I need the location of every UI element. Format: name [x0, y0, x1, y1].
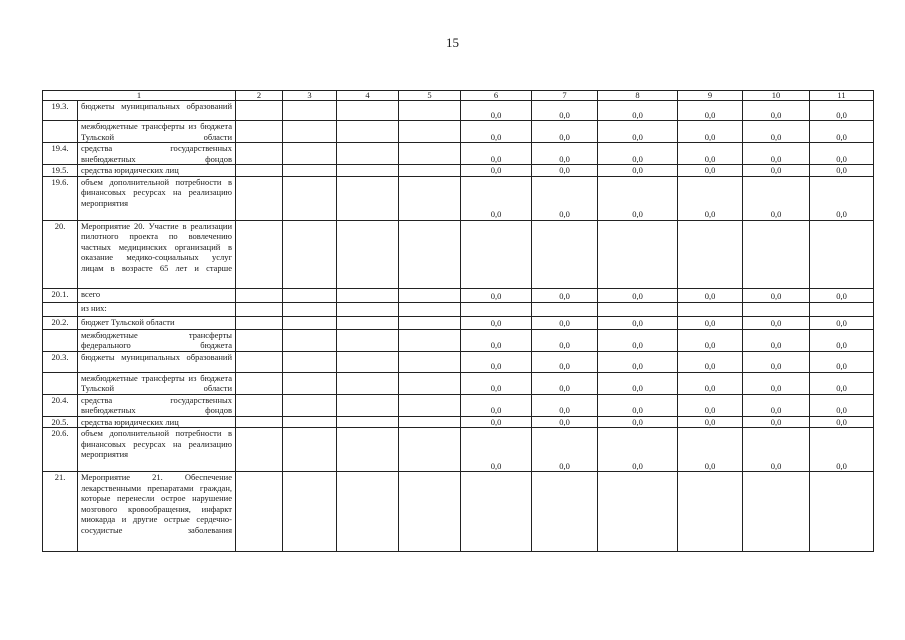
row-number: 19.6. [43, 176, 78, 220]
value-cell [743, 220, 810, 288]
value-cell: 0,0 [810, 329, 874, 351]
column-header: 6 [461, 91, 532, 101]
empty-cell [283, 101, 337, 121]
row-number [43, 302, 78, 316]
empty-cell [337, 121, 399, 143]
value-cell: 0,0 [743, 351, 810, 372]
row-number: 21. [43, 472, 78, 552]
value-cell: 0,0 [678, 165, 743, 177]
value-cell: 0,0 [532, 316, 598, 329]
row-description: межбюджетные трансферты из бюджета Тульской области [78, 372, 236, 394]
column-header: 8 [598, 91, 678, 101]
value-cell: 0,0 [810, 165, 874, 177]
empty-cell [283, 288, 337, 302]
value-cell: 0,0 [598, 329, 678, 351]
value-cell: 0,0 [461, 372, 532, 394]
value-cell: 0,0 [810, 372, 874, 394]
value-cell: 0,0 [598, 394, 678, 416]
value-cell: 0,0 [743, 165, 810, 177]
table-header-row [43, 91, 874, 101]
value-cell: 0,0 [598, 121, 678, 143]
empty-cell [399, 316, 461, 329]
table-row [43, 143, 874, 165]
row-description: из них: [78, 302, 236, 316]
value-cell: 0,0 [532, 394, 598, 416]
empty-cell [399, 329, 461, 351]
value-cell: 0,0 [743, 121, 810, 143]
value-cell: 0,0 [678, 176, 743, 220]
value-cell: 0,0 [598, 428, 678, 472]
value-cell: 0,0 [678, 428, 743, 472]
column-header: 4 [337, 91, 399, 101]
value-cell: 0,0 [532, 101, 598, 121]
row-description: средства юридических лиц [78, 165, 236, 177]
table-row [43, 165, 874, 177]
page-number: 15 [446, 35, 459, 50]
row-description: средства юридических лиц [78, 416, 236, 428]
value-cell: 0,0 [598, 165, 678, 177]
empty-cell [283, 165, 337, 177]
empty-cell [337, 220, 399, 288]
table-row [43, 220, 874, 288]
value-cell [598, 220, 678, 288]
value-cell: 0,0 [678, 394, 743, 416]
empty-cell [236, 302, 283, 316]
value-cell: 0,0 [532, 121, 598, 143]
value-cell [810, 472, 874, 552]
empty-cell [399, 288, 461, 302]
empty-cell [399, 428, 461, 472]
row-number: 20. [43, 220, 78, 288]
empty-cell [283, 472, 337, 552]
table-row [43, 416, 874, 428]
value-cell: 0,0 [598, 372, 678, 394]
value-cell [461, 472, 532, 552]
value-cell: 0,0 [461, 101, 532, 121]
value-cell [810, 302, 874, 316]
empty-cell [236, 329, 283, 351]
row-description: Мероприятие 20. Участие в реализации пилотного проекта по вовлечению частных медицинских организаций в оказание медико-социальных услуг лицам в возрасте 65 лет и старше [78, 220, 236, 288]
empty-cell [283, 428, 337, 472]
empty-cell [236, 220, 283, 288]
value-cell [461, 302, 532, 316]
value-cell: 0,0 [461, 165, 532, 177]
row-number: 19.3. [43, 101, 78, 121]
row-number: 20.2. [43, 316, 78, 329]
value-cell [678, 302, 743, 316]
empty-cell [283, 394, 337, 416]
empty-cell [337, 394, 399, 416]
column-header: 3 [283, 91, 337, 101]
value-cell: 0,0 [743, 316, 810, 329]
empty-cell [337, 472, 399, 552]
row-description: бюджеты муниципальных образований [78, 351, 236, 372]
value-cell: 0,0 [743, 394, 810, 416]
row-description: средства государственных внебюджетных фондов [78, 394, 236, 416]
value-cell: 0,0 [461, 428, 532, 472]
empty-cell [337, 143, 399, 165]
value-cell [678, 472, 743, 552]
value-cell: 0,0 [598, 143, 678, 165]
value-cell [678, 220, 743, 288]
empty-cell [236, 121, 283, 143]
value-cell: 0,0 [598, 416, 678, 428]
empty-cell [399, 416, 461, 428]
column-header: 7 [532, 91, 598, 101]
empty-cell [283, 329, 337, 351]
empty-cell [337, 372, 399, 394]
empty-cell [283, 220, 337, 288]
value-cell: 0,0 [810, 428, 874, 472]
value-cell: 0,0 [461, 288, 532, 302]
empty-cell [399, 302, 461, 316]
value-cell: 0,0 [532, 351, 598, 372]
value-cell: 0,0 [532, 165, 598, 177]
value-cell: 0,0 [678, 372, 743, 394]
row-number: 20.3. [43, 351, 78, 372]
empty-cell [236, 143, 283, 165]
value-cell: 0,0 [743, 416, 810, 428]
row-number: 20.4. [43, 394, 78, 416]
value-cell: 0,0 [810, 101, 874, 121]
value-cell: 0,0 [743, 101, 810, 121]
value-cell: 0,0 [532, 176, 598, 220]
empty-cell [337, 329, 399, 351]
value-cell [461, 220, 532, 288]
value-cell [743, 472, 810, 552]
value-cell: 0,0 [810, 143, 874, 165]
row-number: 20.1. [43, 288, 78, 302]
column-header: 9 [678, 91, 743, 101]
value-cell: 0,0 [743, 143, 810, 165]
empty-cell [399, 121, 461, 143]
value-cell: 0,0 [598, 351, 678, 372]
value-cell: 0,0 [810, 394, 874, 416]
empty-cell [337, 416, 399, 428]
value-cell: 0,0 [598, 288, 678, 302]
table-row [43, 316, 874, 329]
value-cell: 0,0 [678, 121, 743, 143]
empty-cell [236, 372, 283, 394]
empty-cell [236, 176, 283, 220]
value-cell: 0,0 [598, 101, 678, 121]
empty-cell [399, 101, 461, 121]
row-description: объем дополнительной потребности в финансовых ресурсах на реализацию мероприятия [78, 428, 236, 472]
row-description: межбюджетные трансферты федерального бюджета [78, 329, 236, 351]
row-description: средства государственных внебюджетных фондов [78, 143, 236, 165]
row-number [43, 121, 78, 143]
value-cell [532, 472, 598, 552]
empty-cell [236, 472, 283, 552]
value-cell: 0,0 [678, 416, 743, 428]
value-cell: 0,0 [461, 121, 532, 143]
table-row [43, 394, 874, 416]
value-cell: 0,0 [810, 316, 874, 329]
empty-cell [399, 165, 461, 177]
empty-cell [283, 176, 337, 220]
value-cell [810, 220, 874, 288]
empty-cell [399, 472, 461, 552]
value-cell: 0,0 [678, 329, 743, 351]
value-cell: 0,0 [810, 121, 874, 143]
value-cell: 0,0 [461, 176, 532, 220]
table-row [43, 288, 874, 302]
empty-cell [399, 394, 461, 416]
value-cell: 0,0 [810, 351, 874, 372]
empty-cell [283, 121, 337, 143]
empty-cell [337, 428, 399, 472]
budget-table [42, 90, 874, 552]
value-cell: 0,0 [810, 288, 874, 302]
value-cell [532, 302, 598, 316]
table-row [43, 302, 874, 316]
empty-cell [283, 316, 337, 329]
column-header: 2 [236, 91, 283, 101]
value-cell: 0,0 [678, 351, 743, 372]
empty-cell [236, 316, 283, 329]
empty-cell [283, 143, 337, 165]
empty-cell [337, 316, 399, 329]
empty-cell [283, 416, 337, 428]
row-description: объем дополнительной потребности в финансовых ресурсах на реализацию мероприятия [78, 176, 236, 220]
empty-cell [236, 101, 283, 121]
empty-cell [283, 351, 337, 372]
value-cell: 0,0 [461, 329, 532, 351]
empty-cell [337, 165, 399, 177]
empty-cell [283, 372, 337, 394]
column-header: 1 [43, 91, 236, 101]
value-cell: 0,0 [461, 416, 532, 428]
empty-cell [337, 351, 399, 372]
empty-cell [236, 351, 283, 372]
row-description: бюджеты муниципальных образований [78, 101, 236, 121]
empty-cell [399, 176, 461, 220]
value-cell: 0,0 [810, 176, 874, 220]
value-cell: 0,0 [743, 176, 810, 220]
value-cell: 0,0 [532, 143, 598, 165]
table-row [43, 329, 874, 351]
value-cell: 0,0 [461, 351, 532, 372]
value-cell: 0,0 [461, 316, 532, 329]
value-cell: 0,0 [532, 288, 598, 302]
table-row [43, 121, 874, 143]
row-number: 20.5. [43, 416, 78, 428]
value-cell: 0,0 [532, 372, 598, 394]
value-cell: 0,0 [461, 143, 532, 165]
value-cell: 0,0 [743, 288, 810, 302]
value-cell [532, 220, 598, 288]
empty-cell [236, 428, 283, 472]
value-cell: 0,0 [532, 428, 598, 472]
table-row [43, 351, 874, 372]
empty-cell [283, 302, 337, 316]
value-cell: 0,0 [461, 394, 532, 416]
row-description: всего [78, 288, 236, 302]
table-row [43, 428, 874, 472]
row-description: бюджет Тульской области [78, 316, 236, 329]
value-cell: 0,0 [743, 428, 810, 472]
row-description: межбюджетные трансферты из бюджета Тульской области [78, 121, 236, 143]
table-row [43, 472, 874, 552]
value-cell: 0,0 [598, 316, 678, 329]
empty-cell [236, 165, 283, 177]
value-cell: 0,0 [810, 416, 874, 428]
value-cell: 0,0 [678, 316, 743, 329]
column-header: 11 [810, 91, 874, 101]
value-cell: 0,0 [678, 143, 743, 165]
value-cell: 0,0 [598, 176, 678, 220]
value-cell: 0,0 [532, 416, 598, 428]
table-row [43, 372, 874, 394]
empty-cell [399, 351, 461, 372]
empty-cell [236, 416, 283, 428]
empty-cell [337, 176, 399, 220]
row-number: 19.5. [43, 165, 78, 177]
empty-cell [399, 220, 461, 288]
column-header: 10 [743, 91, 810, 101]
table-row [43, 176, 874, 220]
empty-cell [337, 302, 399, 316]
value-cell: 0,0 [532, 329, 598, 351]
value-cell [598, 472, 678, 552]
value-cell: 0,0 [678, 101, 743, 121]
value-cell: 0,0 [743, 329, 810, 351]
value-cell: 0,0 [743, 372, 810, 394]
table-row [43, 101, 874, 121]
value-cell [598, 302, 678, 316]
column-header: 5 [399, 91, 461, 101]
row-number: 20.6. [43, 428, 78, 472]
row-description: Мероприятие 21. Обеспечение лекарственными препаратами граждан, которые перенесли острое нарушение мозгового кровообращения, инфаркт миокарда и другие острые сердечно-сосудистые заболевания [78, 472, 236, 552]
empty-cell [236, 394, 283, 416]
row-number: 19.4. [43, 143, 78, 165]
value-cell [743, 302, 810, 316]
empty-cell [399, 143, 461, 165]
empty-cell [236, 288, 283, 302]
empty-cell [337, 288, 399, 302]
value-cell: 0,0 [678, 288, 743, 302]
row-number [43, 372, 78, 394]
row-number [43, 329, 78, 351]
empty-cell [399, 372, 461, 394]
empty-cell [337, 101, 399, 121]
